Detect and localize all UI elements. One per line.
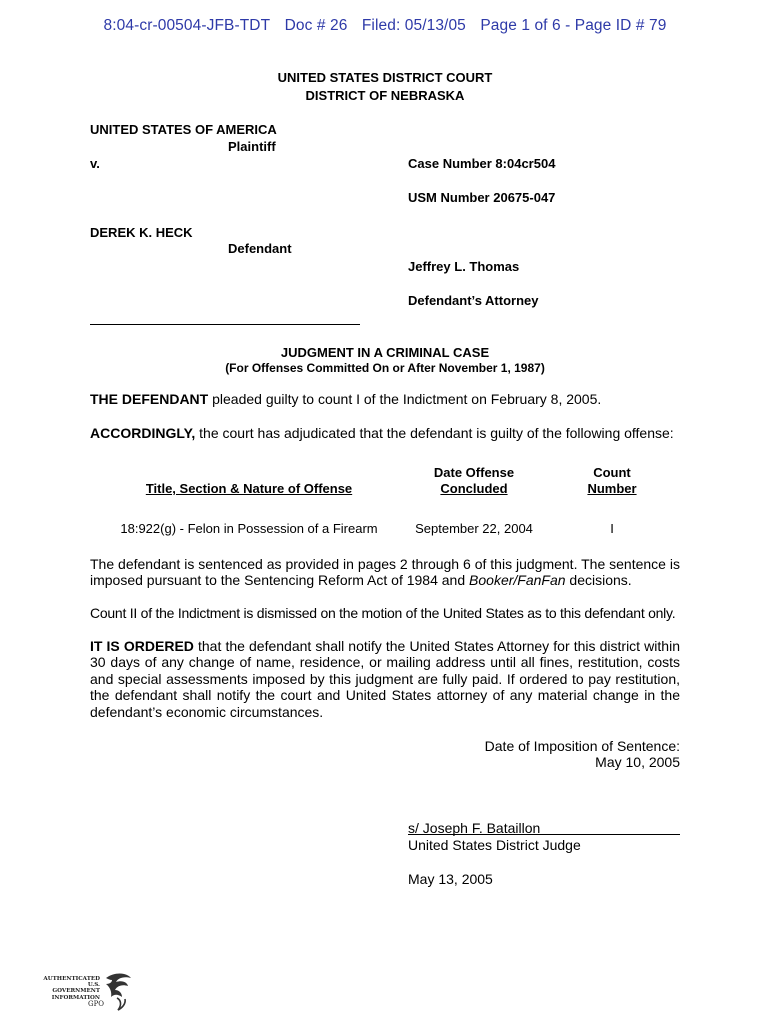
court-district: DISTRICT OF NEBRASKA <box>305 88 465 103</box>
column-header-count-line1: Count <box>593 465 631 480</box>
plea-text: pleaded guilty to count I of the Indictment on February 8, 2005. <box>208 391 602 407</box>
plea-lead: THE DEFENDANT <box>90 391 209 407</box>
accordingly-text: the court has adjudicated that the defendant is guilty of the following offense: <box>195 425 674 441</box>
order-paragraph <box>90 638 680 720</box>
judge-title: United States District Judge <box>408 837 581 853</box>
gpo-authentication-seal: AUTHENTICATED U.S. GOVERNMENT INFORMATION GPO <box>42 970 134 1014</box>
attorney-role: Defendant’s Attorney <box>408 293 539 308</box>
judge-signature: s/ Joseph F. Bataillon <box>408 820 541 836</box>
signature-date: May 13, 2005 <box>408 871 493 887</box>
accordingly-lead: ACCORDINGLY, <box>90 425 196 441</box>
attorney-name: Jeffrey L. Thomas <box>408 259 520 274</box>
defendant-name: DEREK K. HECK <box>90 225 193 240</box>
offense-title: 18:922(g) - Felon in Possession of a Firearm <box>120 521 378 536</box>
court-name: UNITED STATES DISTRICT COURT <box>277 70 493 85</box>
plaintiff-role: Plaintiff <box>228 139 276 154</box>
header-case-number: 8:04-cr-00504-JFB-TDT <box>103 17 271 34</box>
versus: v. <box>90 156 100 171</box>
header-doc-number: Doc # 26 <box>284 17 348 34</box>
column-header-date-line2: Concluded <box>440 481 508 496</box>
gpo-mark: GPO <box>88 1000 105 1008</box>
offense-count: I <box>610 521 614 536</box>
dismissal-paragraph: Count II of the Indictment is dismissed on the motion of the United States as to this defendant only. <box>90 605 676 621</box>
header-page-info: Page 1 of 6 - Page ID # 79 <box>480 17 667 34</box>
header-filed-date: Filed: 05/13/05 <box>361 17 466 34</box>
case-number: Case Number 8:04cr504 <box>408 156 556 171</box>
offense-date: September 22, 2004 <box>415 521 533 536</box>
column-header-title: Title, Section & Nature of Offense <box>145 481 353 496</box>
defendant-role: Defendant <box>228 241 292 256</box>
order-text: that the defendant shall notify the United States Attorney for this district within 30 days of any change of name, residence, or mailing address until all fines, restitution, costs and special assessments imposed by this judgment are fully paid. If ordered to pay restitution, the defendant shall notify the court and United States attorney of any material change in the defendant’s economic circumstances. <box>90 638 680 720</box>
judgment-title: JUDGMENT IN A CRIMINAL CASE <box>280 345 490 360</box>
imposition-label: Date of Imposition of Sentence: <box>484 738 680 754</box>
column-header-date-line1: Date Offense <box>433 465 515 480</box>
signature-line <box>408 834 680 835</box>
column-header-count-line2: Number <box>587 481 637 496</box>
plea-statement <box>90 391 601 407</box>
imposition-date: May 10, 2005 <box>595 754 680 770</box>
eagle-icon <box>100 970 134 1014</box>
plaintiff-name: UNITED STATES OF AMERICA <box>90 122 277 137</box>
usm-number: USM Number 20675-047 <box>408 190 556 205</box>
caption-divider <box>90 324 360 325</box>
sentencing-paragraph: The defendant is sentenced as provided in pages 2 through 6 of this judgment. The sentence is imposed pursuant to the Sentencing Reform Act of 1984 and Booker/FanFan decisions. <box>90 556 680 589</box>
booker-fanfan-italic: Booker/FanFan <box>469 572 566 589</box>
filing-header <box>0 17 770 35</box>
judgment-subtitle: (For Offenses Committed On or After November 1, 1987) <box>225 361 545 375</box>
order-lead: IT IS ORDERED <box>90 638 194 654</box>
accordingly-statement <box>90 425 674 441</box>
